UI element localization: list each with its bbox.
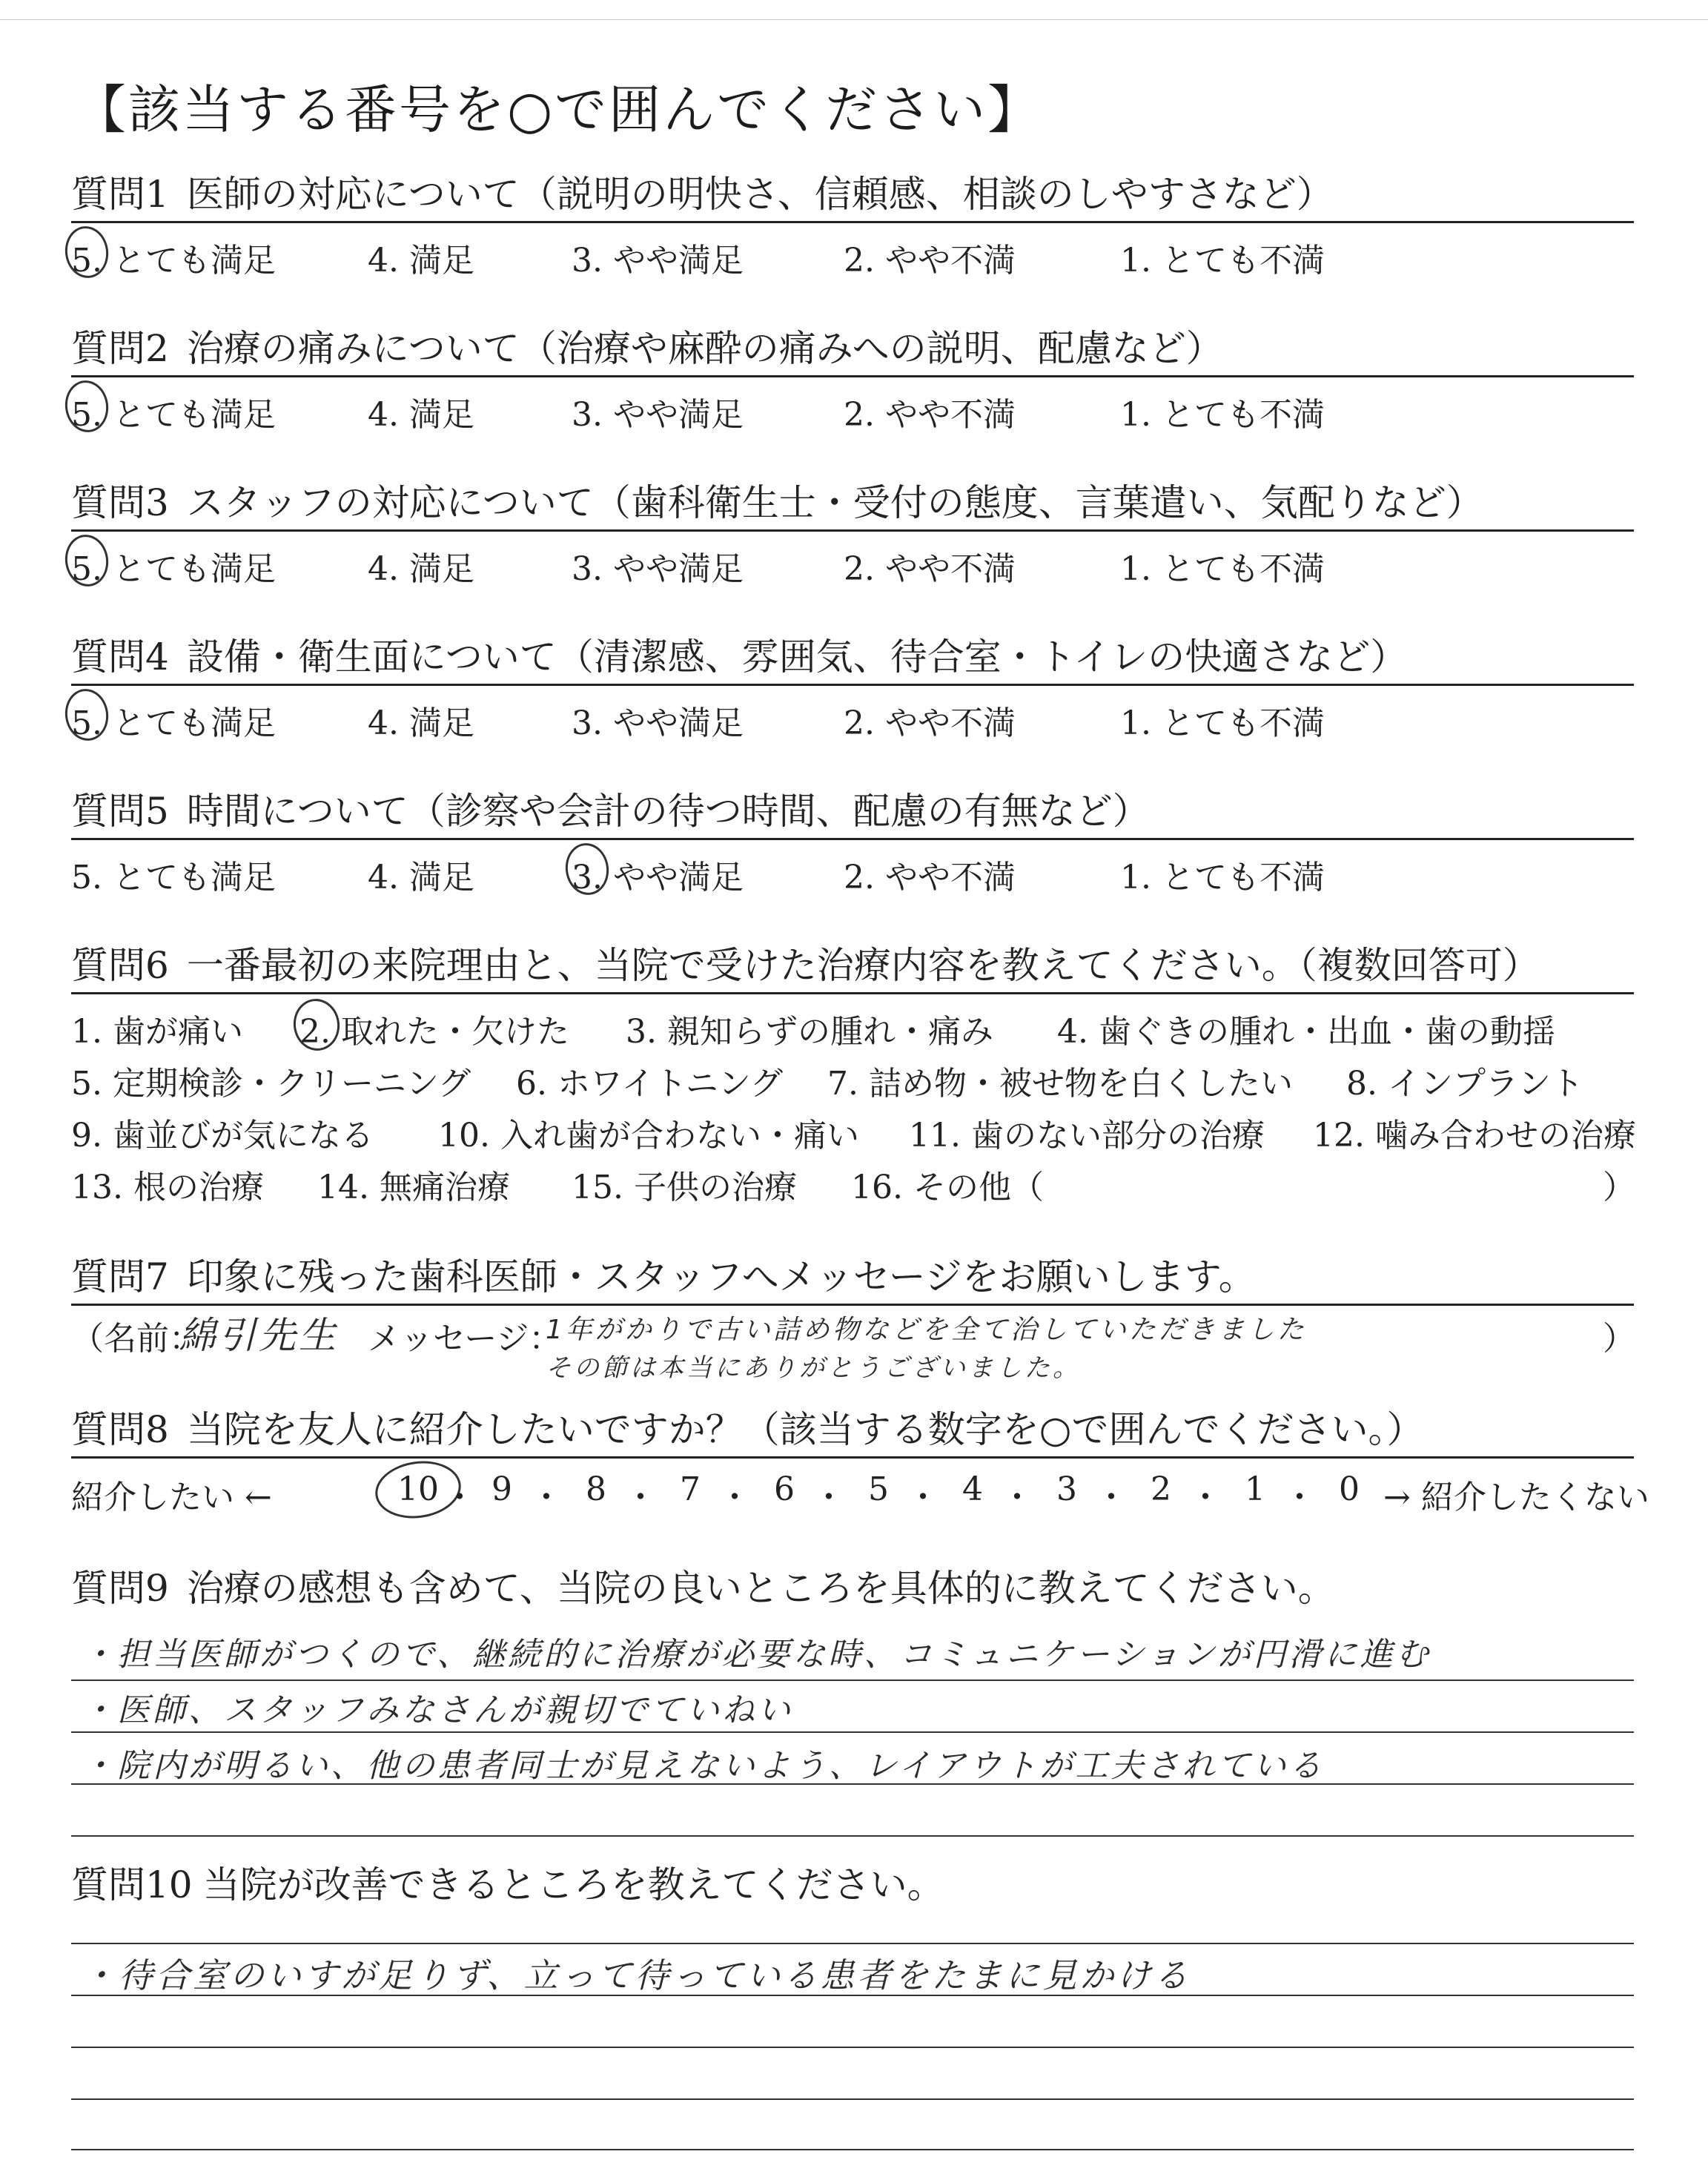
rating-option-5[interactable]: 5. とても満足 [71,550,276,588]
rating-option-3[interactable]: 3. やや満足 [572,396,744,434]
question-10-title: 質問10 当院が改善できるところを教えてください。 [71,1863,944,1906]
question-10 [71,1863,1634,1907]
q9-answer-3[interactable]: ・院内が明るい、他の患者同士が見えないよう、レイアウトが工夫されている [82,1747,1325,1785]
message-label: メッセージ： [368,1320,562,1358]
option-2-selected[interactable]: 2. 取れた・欠けた [299,1013,569,1051]
scale-separator: ・ [1189,1479,1222,1516]
answer-line [71,1731,1634,1733]
option-14[interactable]: 14. 無痛治療 [317,1169,510,1206]
scale-separator: ・ [624,1479,657,1516]
rating-option-4[interactable]: 4. 満足 [368,550,474,588]
option-16[interactable]: 16. その他（ [851,1169,1044,1206]
question-6-title: 質問6 一番最初の来院理由と、当院で受けた治療内容を教えてください。（複数回答可） [71,943,1634,994]
option-7[interactable]: 7. 詰め物・被せ物を白くしたい [827,1065,1293,1103]
rating-option-4[interactable]: 4. 満足 [368,242,474,280]
answer-line [71,1680,1634,1681]
option-4[interactable]: 4. 歯ぐきの腫れ・出血・歯の動揺 [1057,1013,1555,1051]
scale-separator: ・ [812,1479,845,1516]
answer-line [71,1943,1634,1944]
scale-value-3[interactable]: 3 [1056,1470,1077,1508]
scale-value-8[interactable]: 8 [586,1470,606,1508]
question-3-title: 質問3 スタッフの対応について（歯科衛生士・受付の態度、言葉遣い、気配りなど） [71,480,1634,532]
scale-separator: ・ [443,1479,476,1516]
option-16-close: ） [1603,1169,1635,1206]
scan-top-edge [0,19,1708,20]
scale-separator: ・ [1095,1479,1128,1516]
question-4-title: 質問4 設備・衛生面について（清潔感、雰囲気、待合室・トイレの快適さなど） [71,635,1634,686]
rating-option-5[interactable]: 5. とても満足 [71,242,276,280]
option-9[interactable]: 9. 歯並びが気になる [71,1117,374,1155]
scale-value-7[interactable]: 7 [680,1470,701,1508]
question-3 [71,480,1634,589]
rating-option-2[interactable]: 2. やや不満 [844,550,1016,588]
question-8 [71,1407,1649,1518]
option-11[interactable]: 11. 歯のない部分の治療 [909,1117,1265,1155]
q9-answer-1[interactable]: ・担当医師がつくので、継続的に治療が必要な時、コミュニケーションが円滑に進む [82,1636,1431,1674]
scale-value-9[interactable]: 9 [491,1470,512,1508]
question-8-title: 質問8 当院を友人に紹介したいですか？（該当する数字を○で囲んでください。） [71,1407,1634,1459]
rating-options [71,229,1634,281]
scale-separator: ・ [718,1479,751,1516]
rating-option-5[interactable]: 5. とても満足 [71,704,276,742]
q10-answer-1[interactable]: ・待合室のいすが足りず、立って待っている患者をたまに見かける [82,1955,1191,1995]
scale-separator: ・ [530,1479,563,1516]
rating-option-2[interactable]: 2. やや不満 [844,242,1016,280]
rating-option-5[interactable]: 5. とても満足 [71,859,276,896]
scale-value-4[interactable]: 4 [962,1470,983,1508]
rating-option-3[interactable]: 3. やや満足 [572,550,744,588]
scale-value-2[interactable]: 2 [1151,1470,1171,1508]
question-6-options [71,1002,1634,1209]
answer-line [71,2098,1634,2100]
message-line-2[interactable]: その節は本当にありがとうございました。 [546,1353,1081,1383]
question-1 [71,172,1634,281]
option-1[interactable]: 1. 歯が痛い [71,1013,243,1051]
message-line-1[interactable]: 1年がかりで古い詰め物などを全て治していただきました [546,1315,1307,1345]
recommend-left-label: 紹介したい ← [71,1479,272,1516]
rating-option-3[interactable]: 3. やや満足 [572,859,744,896]
question-7 [71,1255,1634,1387]
recommend-right-label: → 紹介したくない [1383,1479,1649,1516]
rating-options [71,692,1634,744]
question-2 [71,326,1634,435]
rating-option-4[interactable]: 4. 満足 [368,396,474,434]
rating-options [71,846,1634,898]
question-4 [71,635,1634,744]
rating-option-2[interactable]: 2. やや不満 [844,704,1016,742]
answer-line [71,2047,1634,2048]
answer-line [71,1835,1634,1837]
name-value[interactable]: 綿引先生 [179,1314,339,1357]
recommend-scale [71,1466,1649,1518]
option-13[interactable]: 13. 根の治療 [71,1169,264,1206]
scale-value-0[interactable]: 0 [1339,1470,1360,1508]
question-1-title: 質問1 医師の対応について（説明の明快さ、信頼感、相談のしやすさなど） [71,172,1634,223]
option-3[interactable]: 3. 親知らずの腫れ・痛み [626,1013,993,1051]
rating-option-1[interactable]: 1. とても不満 [1120,242,1325,280]
scale-separator: ・ [907,1479,939,1516]
rating-option-4[interactable]: 4. 満足 [368,704,474,742]
message-close: ） [1603,1320,1635,1358]
option-10[interactable]: 10. 入れ歯が合わない・痛い [438,1117,859,1155]
rating-options [71,383,1634,435]
question-7-title: 質問7 印象に残った歯科医師・スタッフへメッセージをお願いします。 [71,1255,1634,1306]
rating-option-5[interactable]: 5. とても満足 [71,396,276,434]
question-7-answer [71,1306,1634,1387]
rating-option-1[interactable]: 1. とても不満 [1120,704,1325,742]
rating-option-4[interactable]: 4. 満足 [368,859,474,896]
rating-options [71,538,1634,589]
question-5-title: 質問5 時間について（診察や会計の待つ時間、配慮の有無など） [71,789,1634,840]
option-12[interactable]: 12. 噛み合わせの治療 [1313,1117,1636,1155]
question-5 [71,789,1634,898]
question-2-title: 質問2 治療の痛みについて（治療や麻酔の痛みへの説明、配慮など） [71,326,1634,377]
rating-option-3[interactable]: 3. やや満足 [572,704,744,742]
rating-option-3[interactable]: 3. やや満足 [572,242,744,280]
scale-separator: ・ [1283,1479,1316,1516]
rating-option-2[interactable]: 2. やや不満 [844,396,1016,434]
rating-option-1[interactable]: 1. とても不満 [1120,550,1325,588]
scale-value-1[interactable]: 1 [1245,1470,1265,1508]
option-8[interactable]: 8. インプラント [1346,1065,1583,1103]
option-5[interactable]: 5. 定期検診・クリーニング [71,1065,471,1103]
question-9 [71,1566,1634,1611]
answer-line [71,2149,1634,2150]
q9-answer-2[interactable]: ・医師、スタッフみなさんが親切でていねい [82,1691,793,1729]
question-9-title: 質問9 治療の感想も含めて、当院の良いところを具体的に教えてください。 [71,1567,1335,1610]
form-header: 【該当する番号を○で囲んでください】 [74,79,1042,140]
scale-value-10[interactable]: 10 [397,1470,439,1508]
scale-value-5[interactable]: 5 [868,1470,889,1508]
option-15[interactable]: 15. 子供の治療 [572,1169,797,1206]
name-label: （名前： [71,1320,202,1358]
rating-option-1[interactable]: 1. とても不満 [1120,859,1325,896]
rating-option-2[interactable]: 2. やや不満 [844,859,1016,896]
scale-value-6[interactable]: 6 [774,1470,795,1508]
option-6[interactable]: 6. ホワイトニング [516,1065,784,1103]
question-6 [71,943,1634,1209]
scale-separator: ・ [1001,1479,1033,1516]
rating-option-1[interactable]: 1. とても不満 [1120,396,1325,434]
